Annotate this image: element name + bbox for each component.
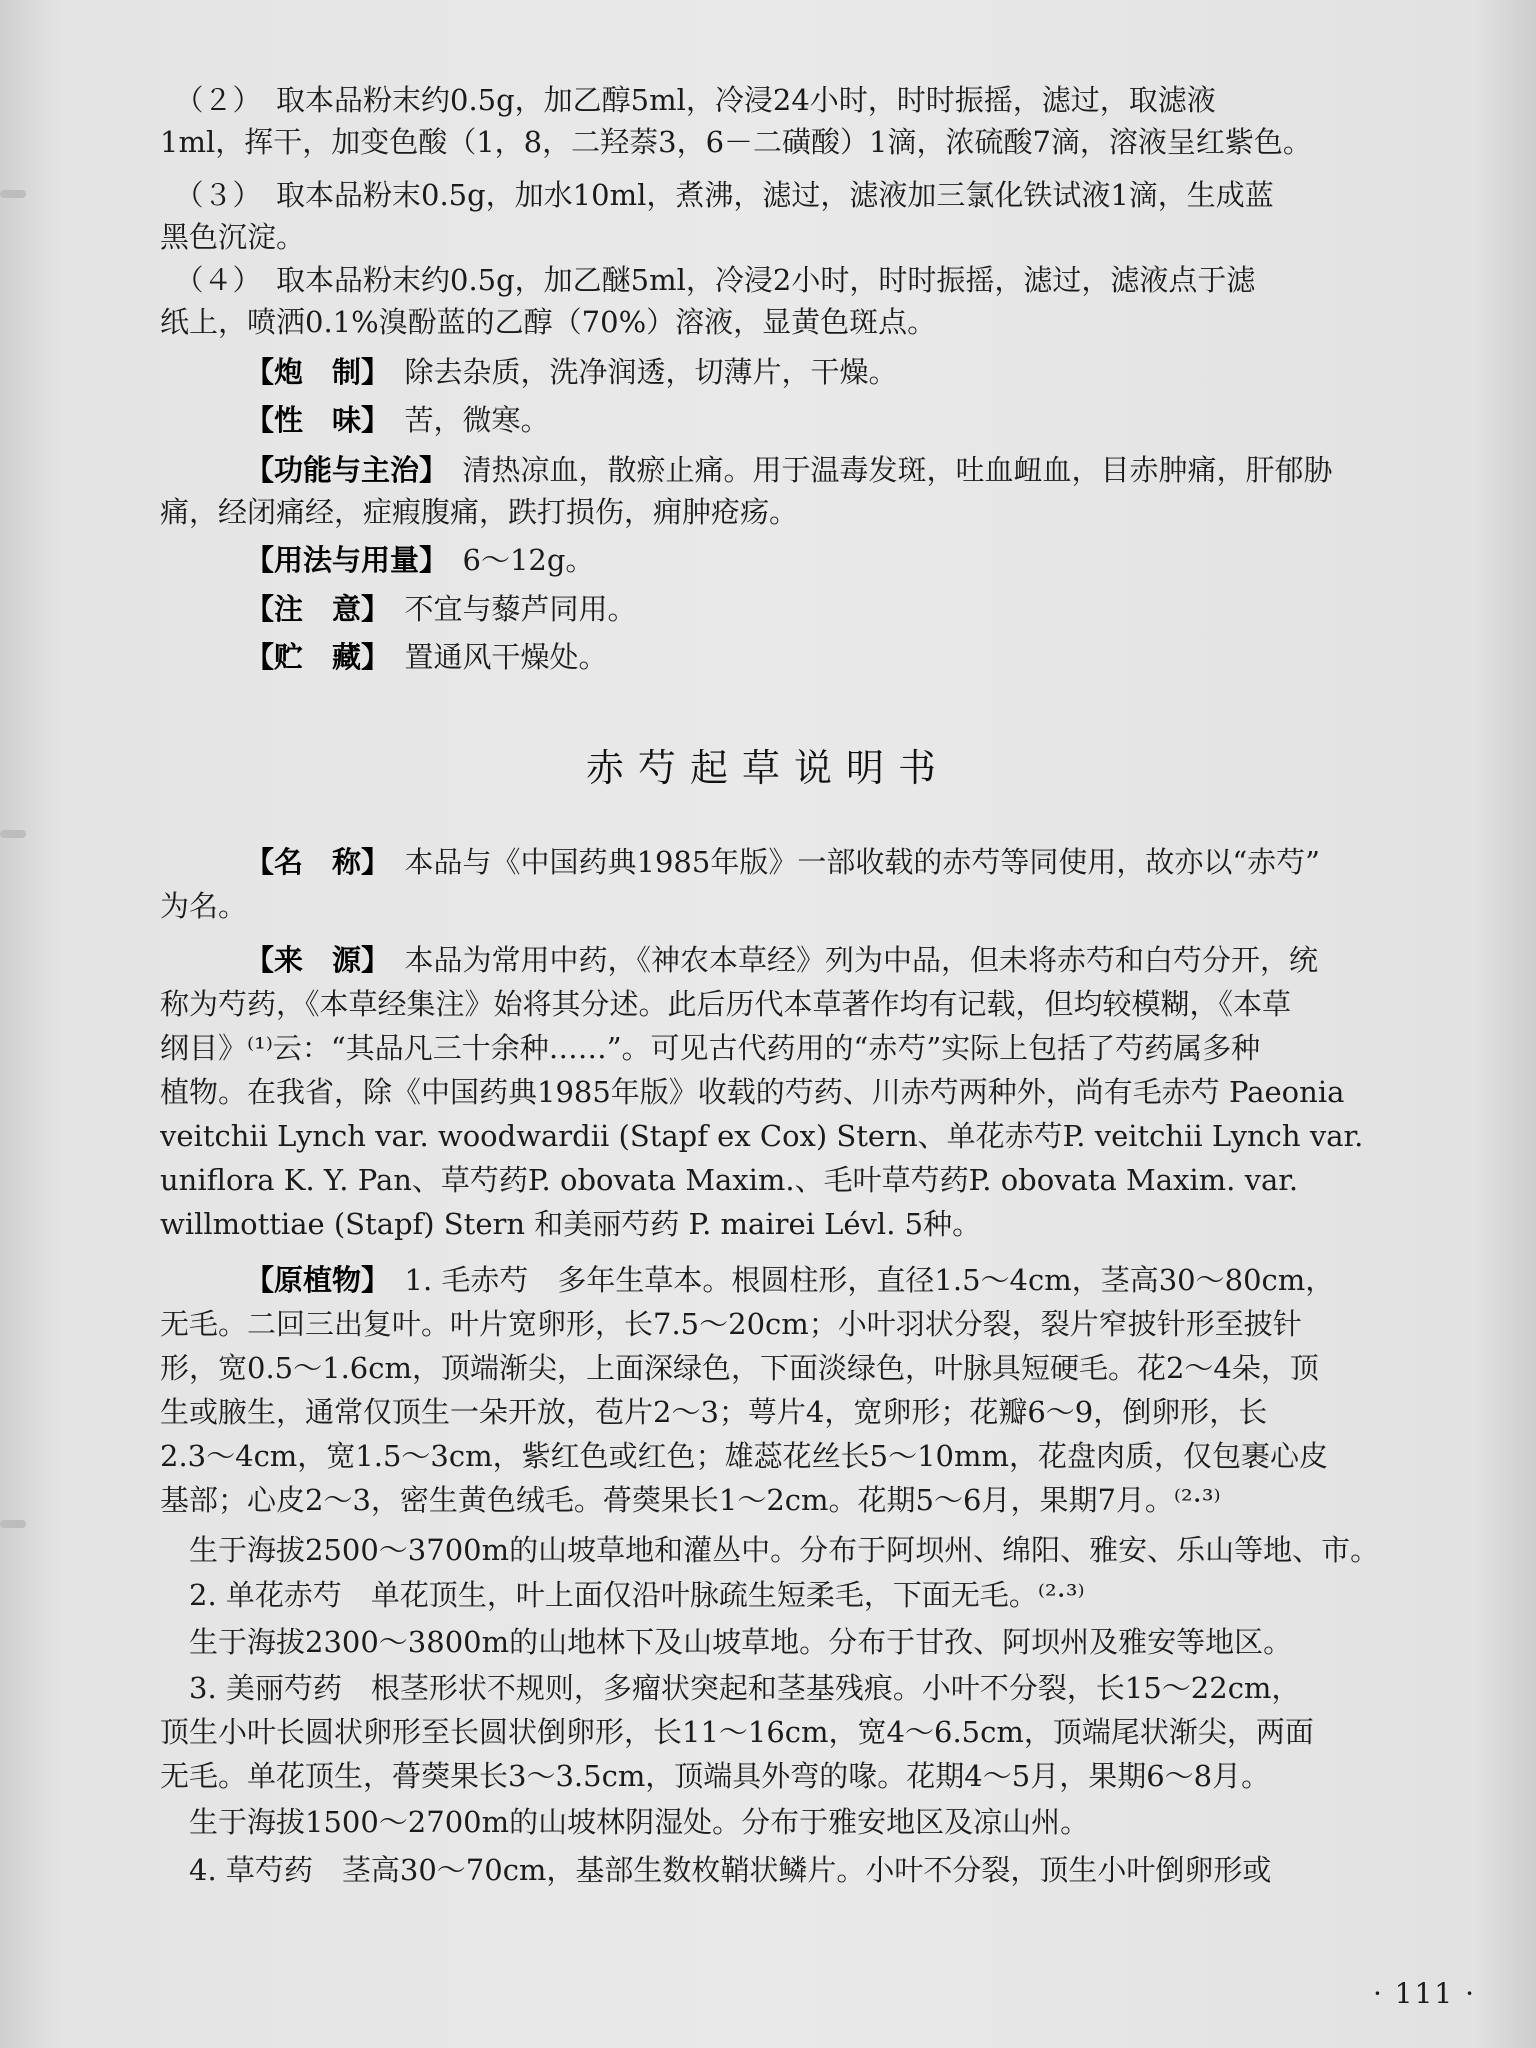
labeled-line	[245, 589, 1480, 629]
labeled-line	[245, 400, 1480, 440]
line-text: 2. 单花赤芍 单花顶生，叶上面仅沿叶脉疏生短柔毛，下面无毛。⁽²·³⁾	[160, 1578, 1085, 1612]
text-line	[160, 260, 1480, 300]
text-line	[160, 886, 1480, 926]
line-text: 不宜与藜芦同用。	[375, 592, 637, 626]
text-line	[160, 1392, 1480, 1432]
line-text: 纲目》⁽¹⁾云：“其品凡三十余种……”。可见古代药用的“赤芍”实际上包括了芍药属多种	[160, 1031, 1261, 1065]
line-text: willmottiae (Stapf) Stern 和美丽芍药 P. mairei Lévl. 5种。	[160, 1207, 982, 1241]
text-line	[160, 1116, 1480, 1156]
text-line	[160, 1304, 1480, 1344]
text-line	[160, 1160, 1480, 1200]
line-text: 3. 美丽芍药 根茎形状不规则，多瘤状突起和茎基残痕。小叶不分裂，长15～22cm，	[160, 1671, 1301, 1705]
line-text: 4. 草芍药 茎高30～70cm，基部生数枚鞘状鳞片。小叶不分裂，顶生小叶倒卵形或	[160, 1853, 1272, 1887]
labeled-line	[245, 352, 1480, 392]
line-text: 清热凉血，散瘀止痛。用于温毒发斑，吐血衄血，目赤肿痛，肝郁胁	[433, 453, 1333, 487]
labeled-line	[245, 940, 1480, 980]
text-line	[160, 1204, 1480, 1244]
text-line	[160, 1668, 1480, 1708]
line-text: veitchii Lynch var. woodwardii (Stapf ex Cox) Stern、单花赤芍P. veitchii Lynch var.	[160, 1119, 1364, 1153]
line-text: 纸上，喷洒0.1%溴酚蓝的乙醇（70%）溶液，显黄色斑点。	[160, 305, 937, 339]
text-line	[160, 122, 1480, 162]
text-line	[160, 1348, 1480, 1388]
line-text: 生或腋生，通常仅顶生一朵开放，苞片2～3；萼片4，宽卵形；花瓣6～9，倒卵形，长	[160, 1395, 1268, 1429]
line-text: 生于海拔2500～3700m的山坡草地和灌丛中。分布于阿坝州、绵阳、雅安、乐山等地、市。	[160, 1533, 1380, 1567]
binding-mark	[0, 190, 26, 198]
text-line	[160, 1622, 1480, 1662]
labeled-line	[245, 1260, 1480, 1300]
section-title: 赤芍起草说明书	[585, 746, 950, 790]
line-text: 顶生小叶长圆状卵形至长圆状倒卵形，长11～16cm，宽4～6.5cm，顶端尾状渐尖，两面	[160, 1715, 1314, 1749]
text-line	[160, 492, 1480, 532]
line-text: 生于海拔2300～3800m的山地林下及山坡草地。分布于甘孜、阿坝州及雅安等地区。	[160, 1625, 1293, 1659]
field-label: 【用法与用量】	[245, 543, 434, 577]
text-line	[160, 217, 1480, 257]
line-text: 本品与《中国药典1985年版》一部收载的赤芍等同使用，故亦以“赤芍”	[375, 845, 1320, 879]
labeled-line	[245, 842, 1480, 882]
line-text: uniflora K. Y. Pan、草芍药P. obovata Maxim.、毛叶草芍药P. obovata Maxim. var.	[160, 1163, 1299, 1197]
line-text: 2.3～4cm，宽1.5～3cm，紫红色或红色；雄蕊花丝长5～10mm，花盘肉质，仅包裹心皮	[160, 1439, 1328, 1473]
text-line	[160, 1436, 1480, 1476]
field-label: 【功能与主治】	[245, 453, 434, 487]
field-label: 【贮 藏】	[245, 640, 376, 674]
field-label: 【注 意】	[245, 592, 376, 626]
text-line	[160, 1756, 1480, 1796]
line-text: 基部；心皮2～3，密生黄色绒毛。蓇葖果长1～2cm。花期5～6月，果期7月。⁽²·³⁾	[160, 1483, 1221, 1517]
binding-mark	[0, 1520, 26, 1528]
line-text: 1. 毛赤芍 多年生草本。根圆柱形，直径1.5～4cm，茎高30～80cm，	[375, 1263, 1335, 1297]
line-text: 形，宽0.5～1.6cm，顶端渐尖，上面深绿色，下面淡绿色，叶脉具短硬毛。花2～4朵，顶	[160, 1351, 1319, 1385]
line-text: 无毛。二回三出复叶。叶片宽卵形，长7.5～20cm；小叶羽状分裂，裂片窄披针形至披针	[160, 1307, 1302, 1341]
text-line	[160, 1850, 1480, 1890]
labeled-line	[245, 450, 1480, 490]
text-line	[160, 1575, 1480, 1615]
field-label: 【来 源】	[245, 943, 376, 977]
text-line	[160, 1072, 1480, 1112]
text-line	[160, 302, 1480, 342]
text-line	[160, 984, 1480, 1024]
field-label: 【原植物】	[245, 1263, 376, 1297]
line-text: 1ml，挥干，加变色酸（1，8，二羟萘3，6－二磺酸）1滴，浓硫酸7滴，溶液呈红紫色。	[160, 125, 1312, 159]
line-text: 置通风干燥处。	[375, 640, 608, 674]
line-text: （４） 取本品粉末约0.5g，加乙醚5ml，冷浸2小时，时时振摇，滤过，滤液点于滤	[160, 263, 1256, 297]
line-text: 苦，微寒。	[375, 403, 550, 437]
text-line	[160, 1480, 1480, 1520]
line-text: 无毛。单花顶生，蓇葖果长3～3.5cm，顶端具外弯的喙。花期4～5月，果期6～8月。	[160, 1759, 1271, 1793]
line-text: （３） 取本品粉末0.5g，加水10ml，煮沸，滤过，滤液加三氯化铁试液1滴，生成蓝	[160, 178, 1274, 212]
labeled-line	[245, 637, 1480, 677]
line-text: 为名。	[160, 889, 248, 923]
line-text: 本品为常用中药，《神农本草经》列为中品，但未将赤芍和白芍分开，统	[375, 943, 1319, 977]
text-line	[160, 1712, 1480, 1752]
line-text: 6～12g。	[433, 543, 595, 577]
text-line	[160, 80, 1480, 120]
line-text: 生于海拔1500～2700m的山坡林阴湿处。分布于雅安地区及凉山州。	[160, 1805, 1090, 1839]
field-label: 【性 味】	[245, 403, 376, 437]
line-text: 黑色沉淀。	[160, 220, 306, 254]
line-text: 除去杂质，洗净润透，切薄片，干燥。	[375, 355, 898, 389]
line-text: （２） 取本品粉末约0.5g，加乙醇5ml，冷浸24小时，时时振摇，滤过，取滤液	[160, 83, 1216, 117]
labeled-line	[245, 540, 1480, 580]
line-text: 痛，经闭痛经，症瘕腹痛，跌打损伤，痈肿疮疡。	[160, 495, 799, 529]
binding-mark	[0, 830, 26, 838]
field-label: 【名 称】	[245, 845, 376, 879]
text-line	[160, 175, 1480, 215]
page-number: · 111 ·	[1372, 1977, 1476, 2010]
line-text: 称为芍药，《本草经集注》始将其分述。此后历代本草著作均有记载，但均较模糊，《本草	[160, 987, 1292, 1021]
text-line	[160, 1530, 1480, 1570]
line-text: 植物。在我省，除《中国药典1985年版》收载的芍药、川赤芍两种外，尚有毛赤芍 Paeonia	[160, 1075, 1345, 1109]
field-label: 【炮 制】	[245, 355, 376, 389]
text-line	[160, 1028, 1480, 1068]
text-line	[160, 1802, 1480, 1842]
